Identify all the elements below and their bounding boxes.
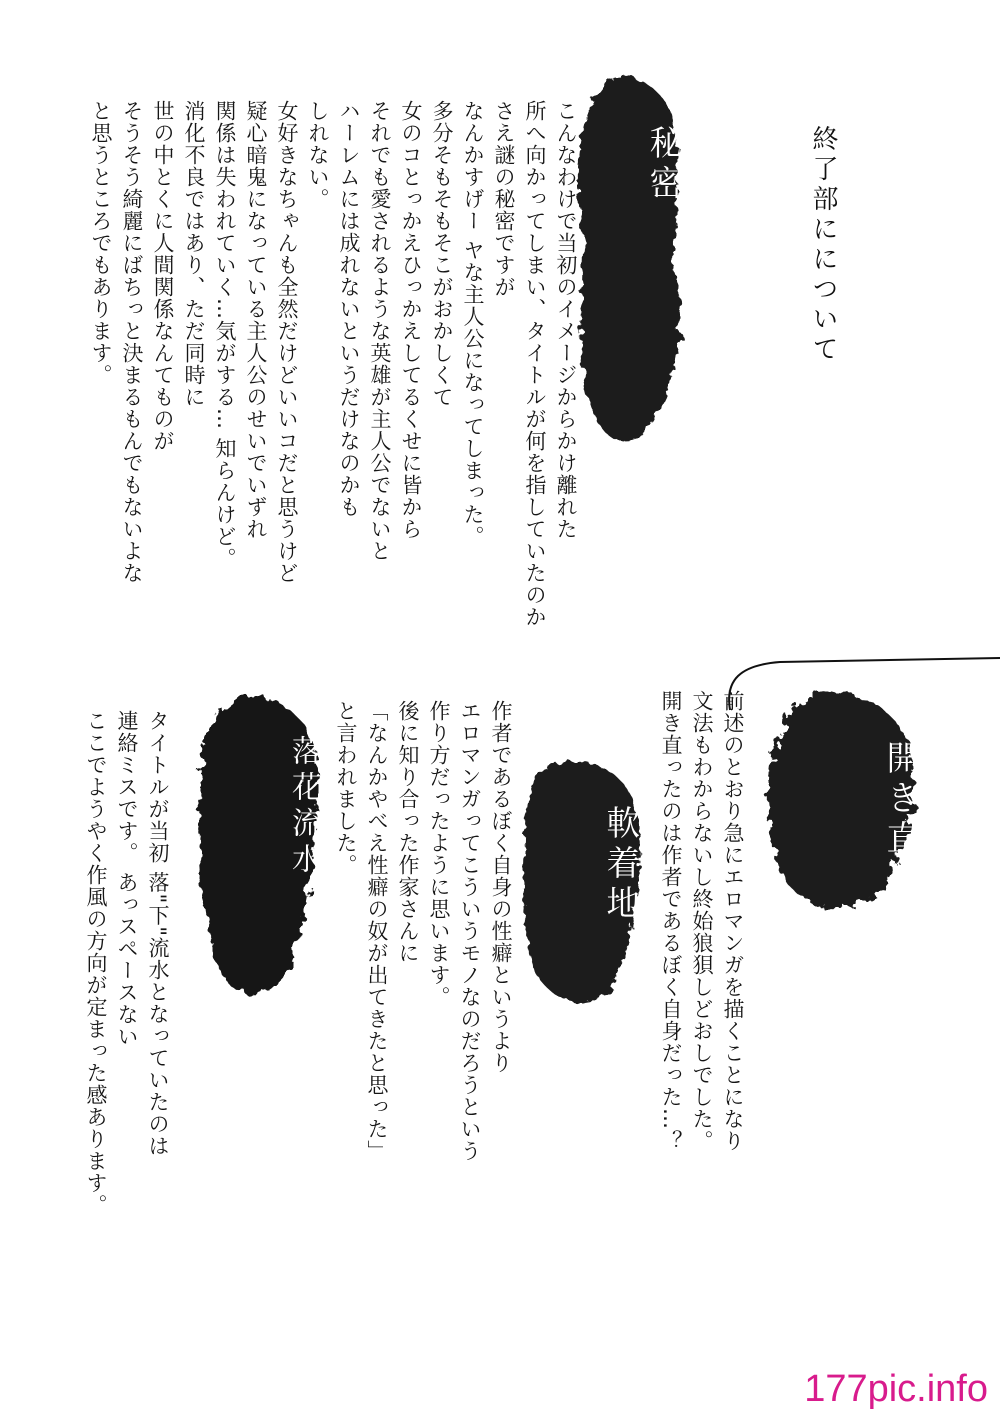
text-line: 消化不良ではあり、ただ同時に xyxy=(182,100,206,408)
text-line: 「なんかやべえ性癖の奴が出てきたと思った」 xyxy=(365,700,389,1162)
text-line: 後に知り合った作家さんに xyxy=(396,700,420,964)
text-line: ハーレムには成れないというだけなのかも xyxy=(337,100,361,518)
text-line: 多分そもそもそこがおかしくて xyxy=(430,100,454,408)
blot-label-soft-landing: 軟着地 xyxy=(600,805,640,925)
text-line: 文法もわからないし終始狼狽しどおしでした。 xyxy=(690,690,714,1152)
text-line: 作者であるぼく自身の性癖というより xyxy=(489,700,513,1074)
text-line: 疑心暗鬼になっている主人公のせいでいずれ xyxy=(244,100,268,540)
text-line: こんなわけで当初のイメージからかけ離れた xyxy=(554,100,578,540)
ink-blot-secret xyxy=(568,70,688,450)
bottom-left-body-text xyxy=(80,710,173,1216)
text-line: 世の中とくに人間関係なんてものが xyxy=(151,100,175,452)
blot-label-secret: 秘密 xyxy=(643,125,683,205)
text-line: 女のコとっかえひっかえしてるくせに皆から xyxy=(399,100,423,540)
text-line: と言われました。 xyxy=(334,700,358,876)
text-line: そうそう綺麗にばちっと決まるもんでもないよな xyxy=(120,100,144,584)
blot-label-falling-flowers: 落花流水 xyxy=(286,735,321,879)
text-line: 作り方だったように思います。 xyxy=(427,700,451,1008)
bottom-right-body-text xyxy=(655,690,748,1210)
text-line: さえ謎の秘密ですが xyxy=(492,100,516,298)
ink-blot-open xyxy=(755,680,925,920)
blot-label-open: 開き直り xyxy=(880,740,920,900)
text-line: 開き直ったのは作者であるぼく自身だった…？ xyxy=(659,690,683,1152)
text-line: 関係は失われていく…気がする… 知らんけど。 xyxy=(213,100,237,570)
ink-blot-soft-landing xyxy=(515,755,645,1010)
text-line: それでも愛されるような英雄が主人公でないと xyxy=(368,100,392,562)
text-line: と思うところでもあります。 xyxy=(89,100,113,386)
text-line: 前述のとおり急にエロマンガを描くことになり xyxy=(721,690,745,1152)
text-line: 所へ向かってしまい、タイトルが何を指していたのか xyxy=(523,100,547,628)
ink-blot-falling-flowers xyxy=(185,690,325,1010)
text-line: エロマンガってこういうモノなのだろうという xyxy=(458,700,482,1162)
text-line: 女好きなちゃんも全然だけどいいコだと思うけど xyxy=(275,100,299,584)
text-line: ここでようやく作風の方向が定まった感あります。 xyxy=(84,710,108,1216)
top-body-text xyxy=(85,100,581,628)
text-line: タイトルが当初 落"下"流水となっていたのは xyxy=(146,710,170,1157)
text-line: 連絡ミスです。 あっスペースない xyxy=(115,710,139,1048)
site-watermark: 177pic.info xyxy=(804,1368,988,1410)
text-line: なんかすげー ヤな主人公になってしまった。 xyxy=(461,100,485,548)
bottom-mid-body-text xyxy=(330,700,516,1180)
section-heading: 終了部にについて xyxy=(808,125,838,365)
text-line: しれない。 xyxy=(306,100,330,210)
